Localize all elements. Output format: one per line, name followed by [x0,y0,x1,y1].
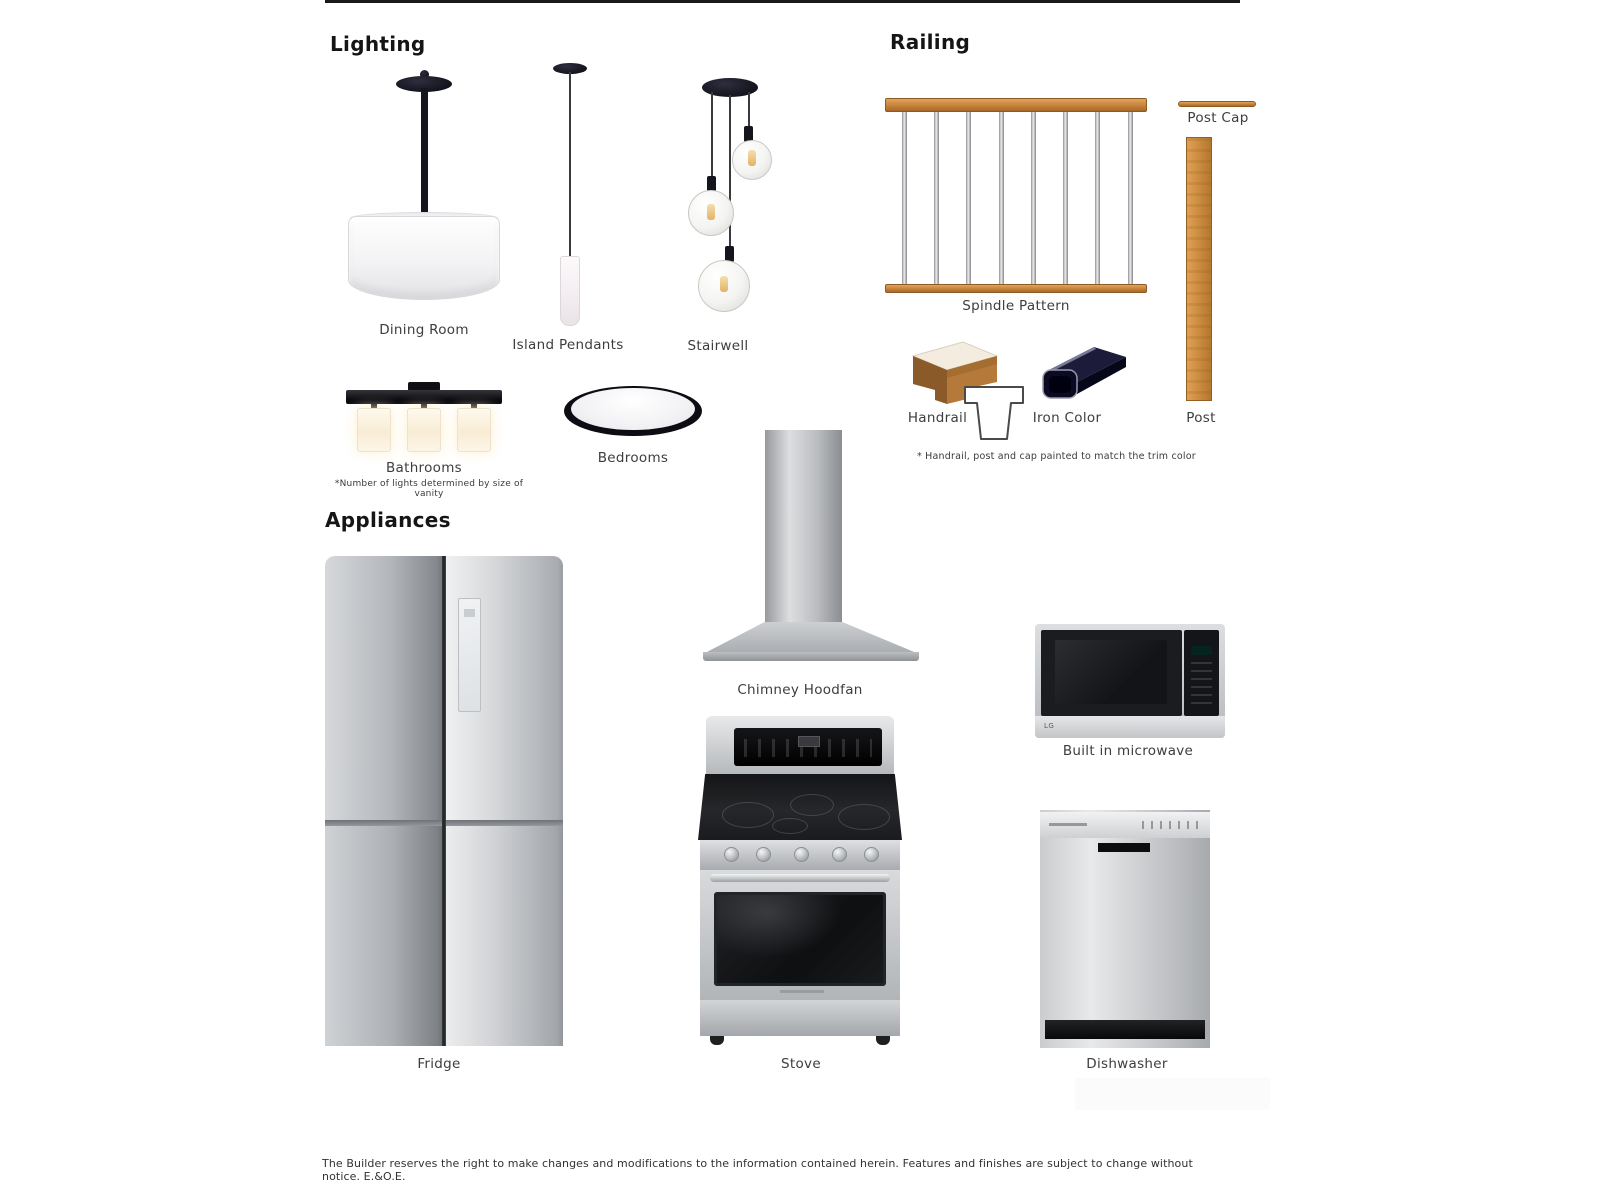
pendant-cord [711,92,713,188]
oven-handle [710,874,890,882]
top-rule [325,0,1240,3]
vanity-shade [357,408,391,452]
stove-control-panel [734,728,882,766]
fridge-door-lower-right [446,826,563,1046]
appliances-heading: Appliances [325,508,451,532]
oven-brand-mark [780,990,824,993]
pendant-cord [729,95,731,259]
stove-cooktop [698,774,902,840]
dishwasher-control-strip [1040,812,1210,838]
stove-knob-row [700,840,900,870]
fridge-label: Fridge [417,1056,461,1072]
drum-shade [348,216,500,300]
vanity-bar [346,390,502,404]
fridge-control-panel [458,598,481,712]
fridge-door-lower-left [325,826,442,1046]
railing-top-rail [885,98,1147,112]
vanity-shade [407,408,441,452]
stove-backguard [706,716,894,774]
railing-heading: Railing [890,30,971,54]
railing-note: * Handrail, post and cap painted to match the trim color [917,451,1196,462]
burner-ring [772,818,808,834]
stove-foot [710,1036,724,1045]
stove-label: Stove [781,1056,821,1072]
lighting-heading: Lighting [330,32,426,56]
stove-display [798,736,820,747]
fridge-door-upper-left [325,556,442,820]
post-cap-image [1178,101,1256,107]
stove-knob [794,847,809,862]
burner-ring [790,794,834,816]
microwave-image [1035,624,1225,738]
stove-oven-door [700,870,900,1000]
stove-knob [724,847,739,862]
dining-room-label: Dining Room [379,322,469,338]
stove-foot [876,1036,890,1045]
hood-band [703,652,919,661]
vanity-shade [457,408,491,452]
watermark-remnant [1075,1078,1270,1110]
spindle-pattern-label: Spindle Pattern [962,298,1070,314]
railing-bottom-rail [885,284,1147,293]
cylinder-shade [560,256,580,326]
bulb-filament [720,276,728,292]
spindle [1095,112,1100,284]
microwave-clock-display [1191,646,1212,655]
dishwasher-image [1040,810,1210,1048]
microwave-door [1041,630,1182,716]
spindle [1128,112,1133,284]
stove-knob [756,847,771,862]
bathrooms-label: Bathrooms [385,460,463,476]
stove-image [698,714,902,1048]
fridge-image [325,556,563,1046]
burner-ring [838,804,890,830]
bulb-filament [707,204,715,220]
built-in-microwave-label: Built in microwave [1062,743,1194,759]
oven-window [714,892,886,986]
post-cap-label: Post Cap [1187,110,1249,126]
microwave-control-panel [1184,630,1219,716]
spindle [999,112,1004,284]
flushmount-dome [571,388,695,430]
dishwasher-handle-recess [1098,843,1150,852]
burner-ring [722,802,774,828]
spindle [1031,112,1036,284]
hood-duct [765,430,842,624]
bedrooms-label: Bedrooms [597,450,669,466]
bulb-filament [748,150,756,166]
spindle [902,112,907,284]
dishwasher-button-icons [1142,821,1200,829]
island-pendants-label: Island Pendants [512,337,624,353]
footer-disclaimer: The Builder reserves the right to make changes and modifications to the information contained herein. Features and finishes are subject to change without notice. E.&O.E. [322,1157,1193,1183]
microwave-bottom-strip [1035,716,1225,738]
microwave-window [1055,640,1167,704]
dishwasher-kick-plate [1045,1020,1205,1039]
stairwell-label: Stairwell [687,338,749,354]
post-image [1186,137,1212,401]
iron-color-sample-image [1038,340,1128,404]
fridge-vertical-seam [442,556,446,1046]
post-label: Post [1186,410,1216,426]
iron-color-label: Iron Color [1032,410,1102,426]
chimney-hoodfan-label: Chimney Hoodfan [737,682,863,698]
bathrooms-note: *Number of lights determined by size of vanity [334,479,524,499]
microwave-brand-logo: LG [1044,722,1055,730]
stove-knob [864,847,879,862]
stove-drawer [700,1000,900,1036]
dishwasher-brand-mark [1049,823,1087,826]
pendant-rod [421,88,428,218]
spindle [966,112,971,284]
spindle [934,112,939,284]
stove-knob [832,847,847,862]
pendant-cord [569,72,571,258]
spindle [1063,112,1068,284]
dishwasher-label: Dishwasher [1086,1056,1168,1072]
hood-flare [703,622,919,654]
handrail-label: Handrail [907,410,968,426]
microwave-keypad [1191,662,1212,708]
